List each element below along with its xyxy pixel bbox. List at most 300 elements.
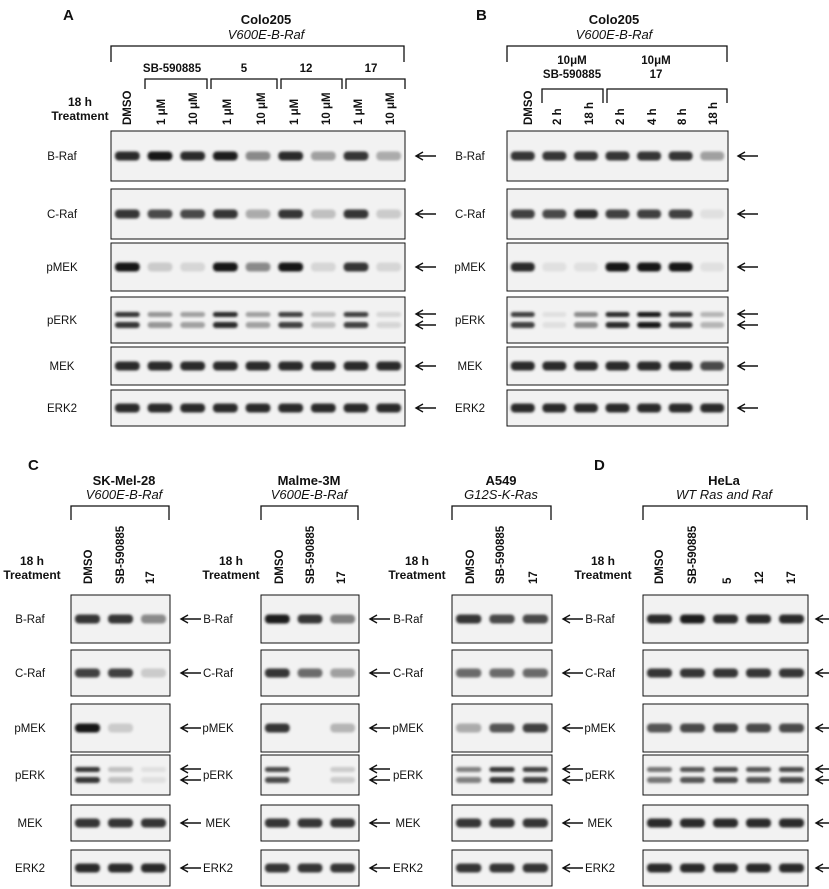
lane-label: 17 (786, 571, 798, 584)
band (542, 210, 566, 219)
band (700, 404, 724, 413)
group-bracket (211, 79, 277, 89)
protein-label: pMEK (14, 723, 46, 735)
band-lower (246, 322, 271, 328)
band-lower (141, 777, 166, 783)
band (606, 152, 630, 161)
band (713, 819, 738, 828)
protein-label: pMEK (46, 262, 78, 274)
lane-label: 1 μM (222, 98, 234, 125)
lane-label: SB-590885 (687, 525, 699, 584)
band (344, 152, 369, 161)
band (456, 819, 481, 828)
band (606, 263, 630, 272)
band-arrow-icon (563, 765, 583, 773)
band-upper (108, 767, 133, 772)
lane-label: 8 h (677, 108, 689, 125)
band-arrow-icon (370, 776, 390, 784)
cell-line-bracket (261, 506, 358, 520)
blot-stack (454, 131, 758, 426)
blot-box (71, 755, 170, 795)
treatment-label-line1: 18 h (404, 554, 430, 568)
band (298, 669, 323, 678)
band (637, 404, 661, 413)
band-arrow-icon (816, 819, 829, 827)
protein-label: C-Raf (202, 668, 234, 680)
band (265, 724, 290, 733)
band-arrow-icon (563, 819, 583, 827)
lane-label: 4 h (647, 108, 659, 125)
band-upper (330, 767, 355, 772)
band-arrow-icon (181, 776, 201, 784)
band-lower (456, 777, 481, 783)
band-lower (489, 777, 514, 783)
protein-label: pERK (584, 770, 616, 782)
mutation-subtitle: V600E-B-Raf (575, 27, 653, 42)
band (75, 819, 100, 828)
band-lower (278, 322, 303, 328)
cell-line-bracket (71, 506, 169, 520)
lane-labels (654, 525, 798, 584)
band (75, 724, 100, 733)
band (298, 864, 323, 873)
protein-label: ERK2 (454, 403, 486, 415)
band (311, 362, 336, 371)
band (680, 864, 705, 873)
band-upper (311, 312, 336, 317)
band (75, 615, 100, 624)
protein-label: pMEK (584, 723, 616, 735)
protein-label: B-Raf (585, 614, 615, 626)
band (108, 864, 133, 873)
band-upper (141, 767, 166, 772)
group-bracket (346, 79, 405, 89)
blot-stack (46, 131, 436, 426)
band (669, 210, 693, 219)
band (180, 263, 205, 272)
band-upper (542, 312, 566, 317)
band (141, 669, 166, 678)
band-lower (108, 777, 133, 783)
band (511, 404, 535, 413)
band (213, 263, 238, 272)
panel-c-malme3m (202, 473, 390, 886)
protein-label: C-Raf (46, 209, 78, 221)
treatment-label-line1: 18 h (19, 554, 45, 568)
band-arrow-icon (181, 864, 201, 872)
band (213, 362, 238, 371)
lane-label: 10 μM (256, 92, 268, 125)
blot-box (261, 755, 359, 795)
lane-label: 12 (754, 571, 766, 584)
band (311, 210, 336, 219)
band-lower (779, 777, 804, 783)
protein-label: B-Raf (393, 614, 423, 626)
band (647, 669, 672, 678)
band-arrow-icon (738, 263, 758, 271)
lane-label: DMSO (523, 90, 535, 125)
band-arrow-icon (181, 765, 201, 773)
protein-label: MEK (457, 361, 483, 373)
band (713, 615, 738, 624)
band-upper (647, 767, 672, 772)
lane-label: 18 h (584, 101, 596, 125)
band (376, 210, 401, 219)
band-arrow-icon (416, 210, 436, 218)
lane-label: 1 μM (156, 98, 168, 125)
band (246, 152, 271, 161)
band-upper (574, 312, 598, 317)
band-arrow-icon (416, 310, 436, 318)
band-arrow-icon (816, 615, 829, 623)
band-arrow-icon (370, 724, 390, 732)
band (606, 210, 630, 219)
lane-label: DMSO (274, 549, 286, 584)
lane-label: 10 μM (385, 92, 397, 125)
band (746, 864, 771, 873)
protein-label: MEK (587, 818, 613, 830)
band (647, 819, 672, 828)
band-arrow-icon (816, 765, 829, 773)
band (511, 210, 535, 219)
lane-label: 10 μM (188, 92, 200, 125)
protein-label: ERK2 (202, 863, 234, 875)
band-arrow-icon (738, 210, 758, 218)
band-lower (637, 322, 661, 328)
lane-label: DMSO (465, 549, 477, 584)
band (180, 404, 205, 413)
band (523, 864, 548, 873)
protein-label: ERK2 (584, 863, 616, 875)
lane-labels (122, 90, 397, 125)
band (779, 669, 804, 678)
lane-label: 2 h (615, 108, 627, 125)
cell-line-title: Colo205 (588, 12, 640, 27)
band (265, 615, 290, 624)
band (330, 669, 355, 678)
panel-d (574, 457, 829, 886)
band-upper (246, 312, 271, 317)
band-upper (180, 312, 205, 317)
band-arrow-icon (370, 864, 390, 872)
band (574, 263, 598, 272)
band (647, 864, 672, 873)
band (115, 362, 140, 371)
cell-line-title: Malme-3M (277, 473, 341, 488)
protein-label: C-Raf (392, 668, 424, 680)
band (311, 152, 336, 161)
band-arrow-icon (816, 724, 829, 732)
band (511, 152, 535, 161)
protein-label: pMEK (202, 723, 234, 735)
blot-box (643, 755, 808, 795)
band (746, 615, 771, 624)
band-upper (344, 312, 369, 317)
band (311, 404, 336, 413)
lane-label: 10 μM (321, 92, 333, 125)
band-lower (265, 777, 290, 783)
band-arrow-icon (416, 321, 436, 329)
band-arrow-icon (370, 765, 390, 773)
band-lower (115, 322, 140, 328)
band (523, 819, 548, 828)
protein-label: ERK2 (46, 403, 78, 415)
protein-label: B-Raf (47, 151, 77, 163)
protein-label: MEK (395, 818, 421, 830)
treatment-label-line1: 18 h (218, 554, 244, 568)
panel-b (454, 7, 758, 426)
band (115, 210, 140, 219)
band (542, 263, 566, 272)
band (298, 615, 323, 624)
lane-labels (523, 90, 720, 125)
band (511, 362, 535, 371)
band (574, 404, 598, 413)
band (344, 362, 369, 371)
band (523, 669, 548, 678)
treatment-label-line1: 18 h (590, 554, 616, 568)
band (148, 152, 173, 161)
band (700, 263, 724, 272)
band-arrow-icon (416, 152, 436, 160)
band-arrow-icon (563, 669, 583, 677)
band-lower (700, 322, 724, 328)
band-upper (700, 312, 724, 317)
band-arrow-icon (563, 724, 583, 732)
group-header-17: 17 (364, 63, 378, 75)
band (680, 615, 705, 624)
band (278, 362, 303, 371)
cell-line-title: Colo205 (240, 12, 292, 27)
band (637, 263, 661, 272)
protein-label: pERK (202, 770, 234, 782)
band (141, 864, 166, 873)
band-upper (511, 312, 535, 317)
group-header-line2: 17 (649, 69, 663, 81)
treatment-label-line2: Treatment (3, 568, 61, 582)
band (669, 404, 693, 413)
band (180, 152, 205, 161)
band-lower (523, 777, 548, 783)
blot-stack (202, 595, 390, 886)
band (180, 362, 205, 371)
band-arrow-icon (181, 669, 201, 677)
band-lower (376, 322, 401, 328)
band (574, 152, 598, 161)
band-lower (344, 322, 369, 328)
band (779, 615, 804, 624)
band-lower (680, 777, 705, 783)
band (746, 819, 771, 828)
band-upper (278, 312, 303, 317)
protein-label: pERK (46, 315, 78, 327)
band-arrow-icon (738, 310, 758, 318)
band (148, 362, 173, 371)
protein-label: B-Raf (455, 151, 485, 163)
band (542, 404, 566, 413)
band-upper (523, 767, 548, 772)
band-lower (148, 322, 173, 328)
band-upper (680, 767, 705, 772)
band (246, 404, 271, 413)
band (148, 210, 173, 219)
band-arrow-icon (738, 362, 758, 370)
protein-label: ERK2 (392, 863, 424, 875)
blot-stack (584, 595, 829, 886)
panel-label: A (63, 7, 74, 24)
band-upper (779, 767, 804, 772)
band (700, 152, 724, 161)
group-header-12: 12 (299, 63, 313, 75)
band (108, 669, 133, 678)
band-lower (180, 322, 205, 328)
band-upper (489, 767, 514, 772)
band (246, 210, 271, 219)
panel-c-a549 (388, 473, 583, 886)
band (344, 404, 369, 413)
band-upper (606, 312, 630, 317)
band (213, 152, 238, 161)
band (330, 724, 355, 733)
band-lower (311, 322, 336, 328)
band (779, 724, 804, 733)
band (511, 263, 535, 272)
band-upper (376, 312, 401, 317)
band (278, 152, 303, 161)
band (278, 404, 303, 413)
band-arrow-icon (563, 864, 583, 872)
band (376, 263, 401, 272)
band-lower (746, 777, 771, 783)
band (779, 819, 804, 828)
band-upper (148, 312, 173, 317)
protein-label: ERK2 (14, 863, 46, 875)
protein-label: C-Raf (14, 668, 46, 680)
treatment-label-line2: Treatment (202, 568, 260, 582)
band (115, 263, 140, 272)
band-arrow-icon (816, 864, 829, 872)
band (344, 210, 369, 219)
group-header-line2: SB-590885 (542, 69, 602, 81)
band (376, 152, 401, 161)
band (713, 724, 738, 733)
band (180, 210, 205, 219)
mutation-subtitle: V600E-B-Raf (85, 487, 163, 502)
band (713, 669, 738, 678)
group-header-line1: 10μM (641, 55, 671, 67)
group-header-5: 5 (240, 63, 248, 75)
lane-label: 5 (722, 577, 734, 584)
mutation-subtitle: V600E-B-Raf (270, 487, 348, 502)
band (265, 864, 290, 873)
group-bracket (145, 79, 207, 89)
blot-box (111, 297, 405, 343)
panel-a (46, 7, 436, 426)
band (637, 210, 661, 219)
band (456, 669, 481, 678)
band-lower (647, 777, 672, 783)
band (246, 362, 271, 371)
band-upper (669, 312, 693, 317)
mutation-subtitle: WT Ras and Raf (675, 487, 773, 502)
band-upper (75, 767, 100, 772)
group-bracket (542, 89, 603, 103)
band (489, 669, 514, 678)
lane-label: SB-590885 (495, 525, 507, 584)
band-lower (330, 777, 355, 783)
band (108, 724, 133, 733)
cell-line-bracket (452, 506, 551, 520)
group-header-sb: SB-590885 (142, 63, 202, 75)
band (574, 210, 598, 219)
band (456, 864, 481, 873)
band-upper (637, 312, 661, 317)
protein-label: B-Raf (15, 614, 45, 626)
band (489, 864, 514, 873)
band (344, 263, 369, 272)
protein-label: C-Raf (584, 668, 616, 680)
lane-label: DMSO (83, 549, 95, 584)
band (606, 404, 630, 413)
band-lower (542, 322, 566, 328)
band (115, 404, 140, 413)
band-arrow-icon (416, 404, 436, 412)
band (75, 669, 100, 678)
band (647, 615, 672, 624)
lane-labels (465, 525, 540, 584)
band-arrow-icon (181, 819, 201, 827)
band (246, 263, 271, 272)
band (779, 864, 804, 873)
lane-label: 1 μM (353, 98, 365, 125)
group-bracket (607, 89, 727, 103)
panel-label: B (476, 7, 487, 24)
band (75, 864, 100, 873)
band (489, 724, 514, 733)
band-lower (713, 777, 738, 783)
band (376, 362, 401, 371)
lane-label: 18 h (708, 101, 720, 125)
cell-line-bracket (507, 46, 727, 62)
band (330, 864, 355, 873)
band (700, 210, 724, 219)
lane-label: 2 h (552, 108, 564, 125)
band (265, 669, 290, 678)
cell-line-title: SK-Mel-28 (92, 473, 156, 488)
band (456, 615, 481, 624)
band-arrow-icon (181, 615, 201, 623)
band-upper (456, 767, 481, 772)
band (115, 152, 140, 161)
band-arrow-icon (563, 615, 583, 623)
cell-line-bracket (111, 46, 404, 62)
group-header-line1: 10μM (557, 55, 587, 67)
lane-label: 17 (336, 571, 348, 584)
band (746, 724, 771, 733)
panel-c-skmel28 (3, 457, 201, 886)
band (669, 152, 693, 161)
blot-box (452, 755, 552, 795)
lane-label: SB-590885 (305, 525, 317, 584)
band-arrow-icon (416, 263, 436, 271)
lane-labels (83, 525, 157, 584)
protein-label: pMEK (392, 723, 424, 735)
band (700, 362, 724, 371)
band (669, 263, 693, 272)
band (213, 210, 238, 219)
band-arrow-icon (738, 404, 758, 412)
panel-label: C (28, 457, 39, 474)
